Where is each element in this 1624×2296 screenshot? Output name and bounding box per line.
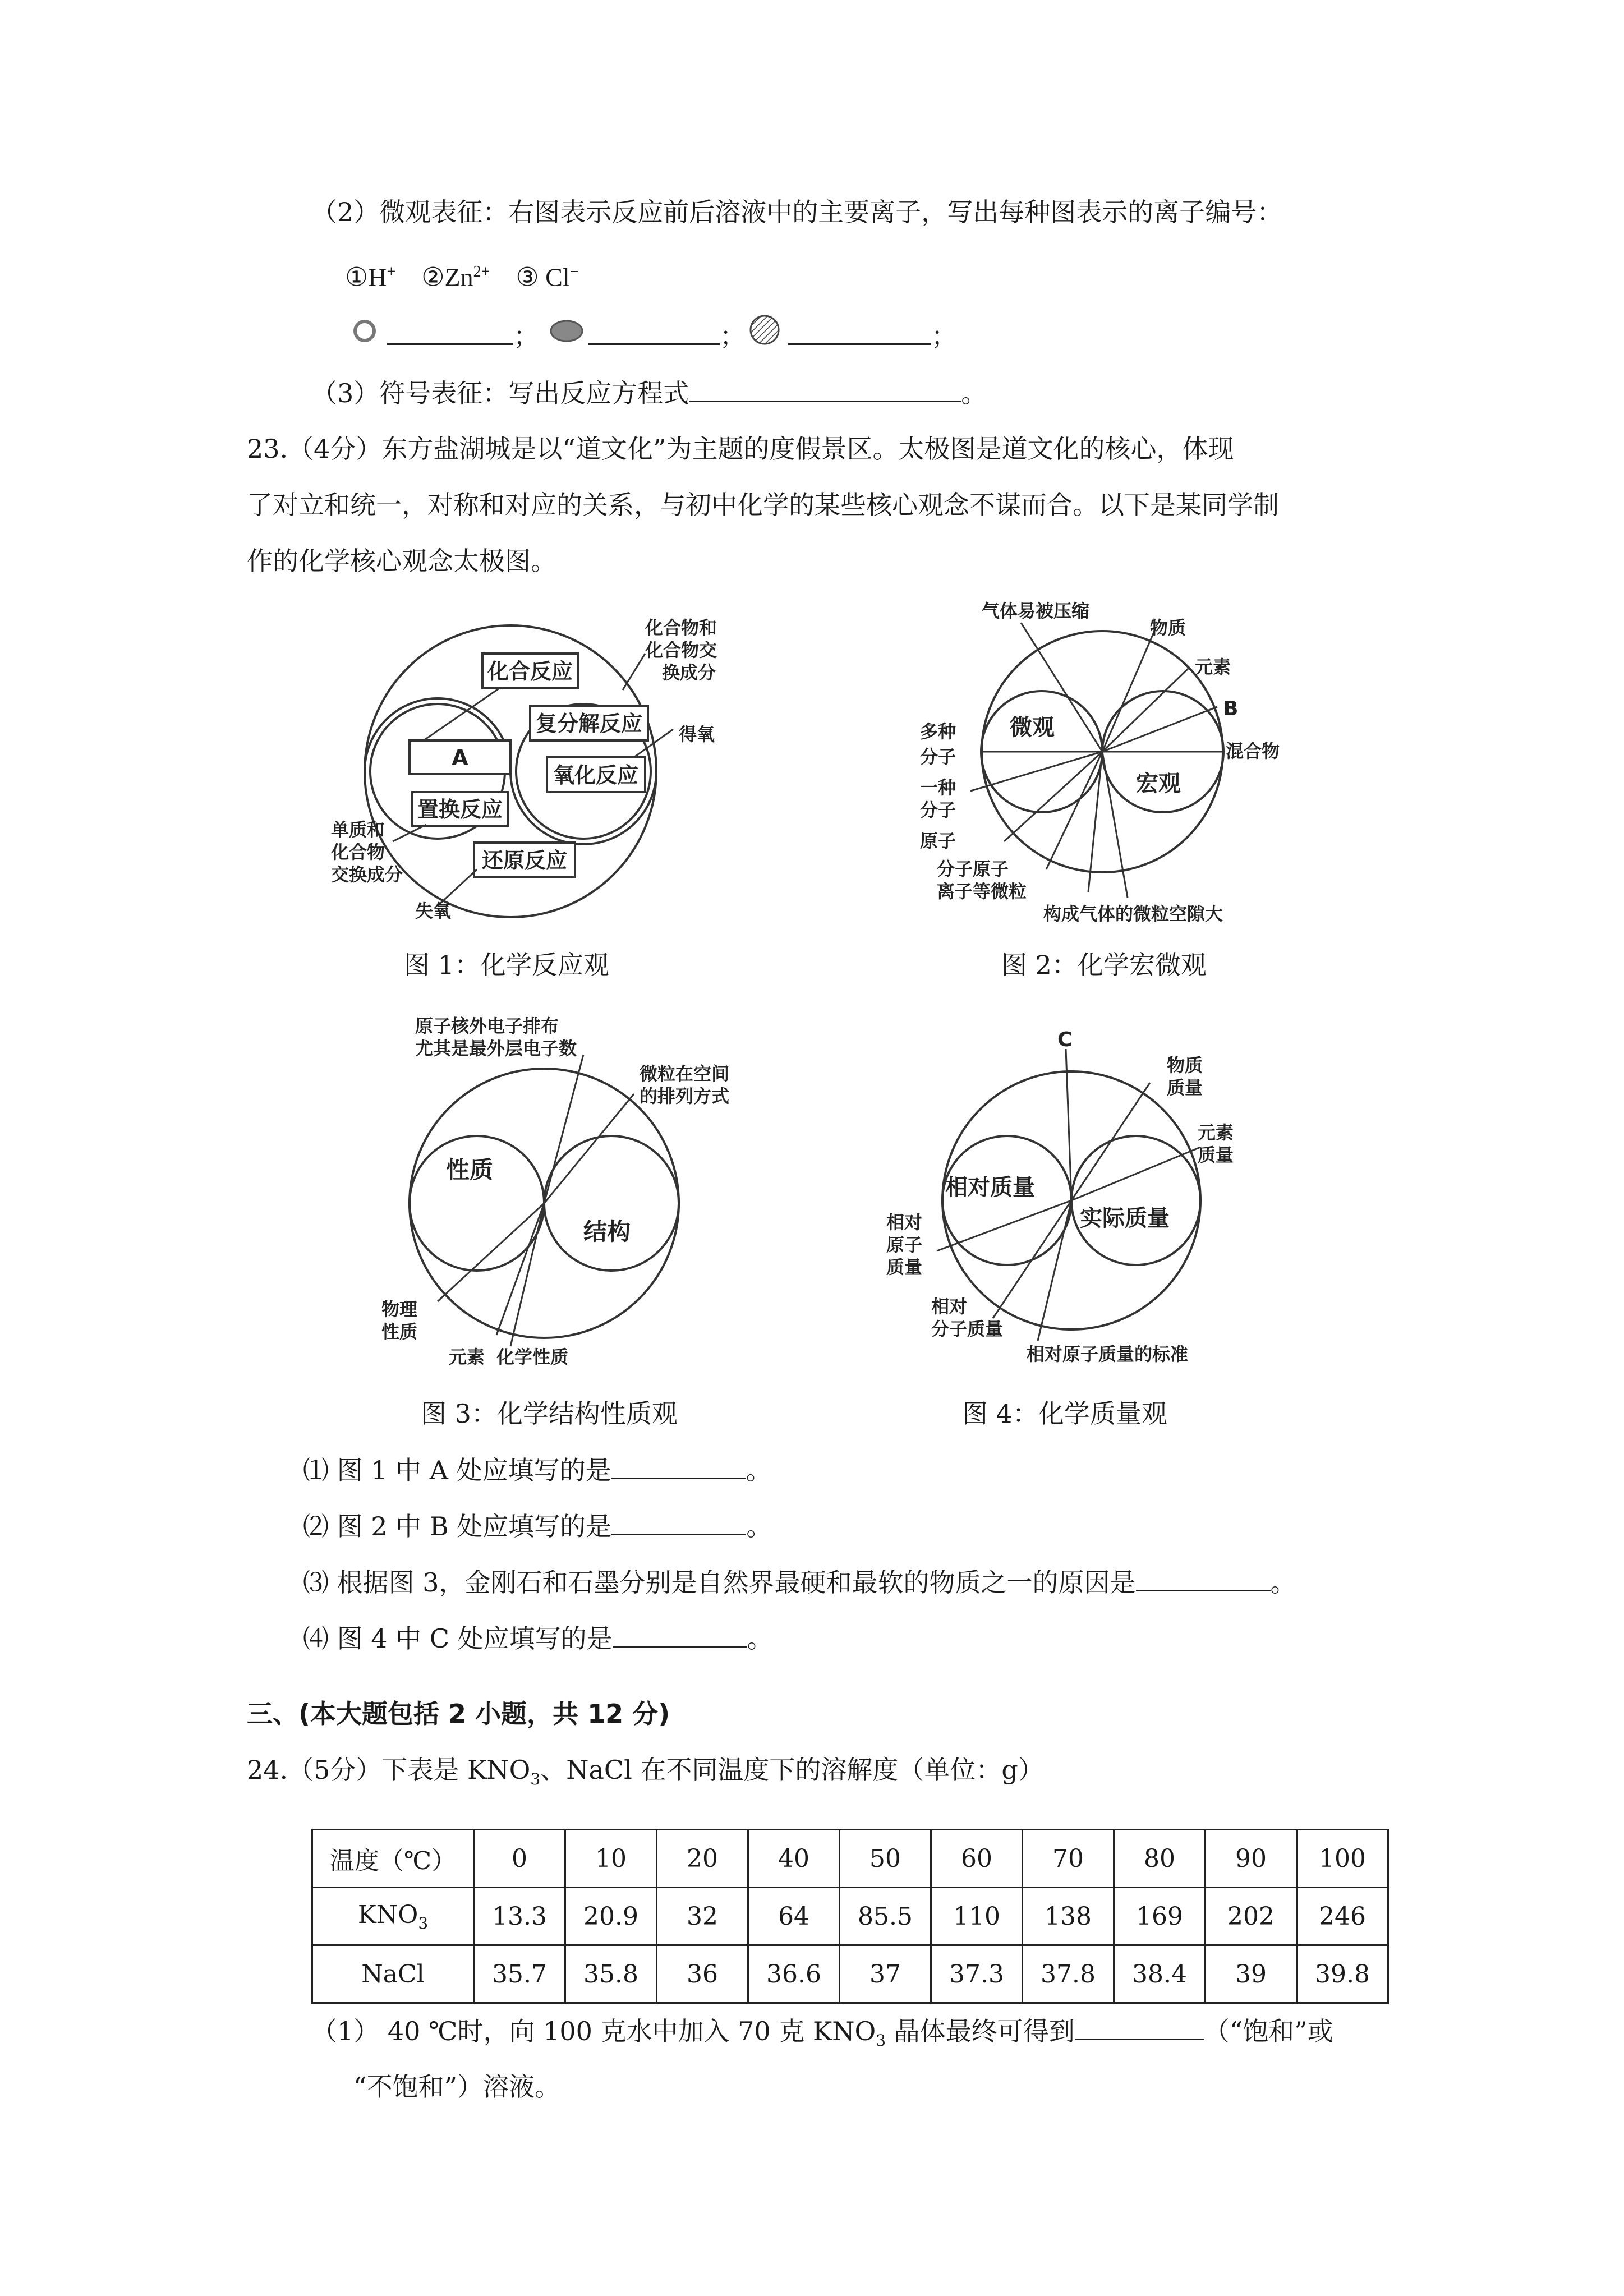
answer-blank-reason[interactable] [1136,1565,1271,1591]
q24-sub1: （1） 40 ℃时，向 100 克水中加入 70 克 $KNO_3$ 晶体最终可得到 （“饱和”或 [311,2014,1333,2058]
table-label-kno3: $KNO_3$ [312,1888,474,1945]
svg-text:物质: 物质 [1150,617,1186,638]
svg-text:原子: 原子 [886,1234,923,1255]
hatched-ion-icon [746,311,783,348]
section-3-heading: 三、(本大题包括 2 小题，共 12 分) [247,1699,670,1729]
svg-text:元素: 元素 [1198,1122,1234,1143]
fig2-label-B: B [1223,697,1239,720]
svg-text:交换成分: 交换成分 [331,864,403,885]
svg-text:元素: 元素 [1195,656,1231,678]
figure-1-reaction-diagram [331,600,735,937]
figure-2-macro-micro-diagram [920,595,1301,931]
svg-text:实际质量: 实际质量 [1080,1205,1170,1231]
svg-text:性质: 性质 [446,1156,494,1184]
svg-text:质量: 质量 [886,1257,923,1278]
svg-text:尤其是最外层电子数: 尤其是最外层电子数 [415,1038,577,1059]
answer-blank-equation[interactable] [689,376,961,402]
answer-blank-A[interactable] [611,1453,746,1479]
svg-text:物理: 物理 [381,1299,418,1320]
fig4-label-C: C [1057,1028,1073,1051]
svg-text:元素: 元素 [449,1346,485,1368]
gray-ion-icon [547,317,586,345]
q23-sub2: ⑵ 图 2 中 B 处应填写的是 。 [303,1509,772,1543]
figure-3-caption: 图 3：化学结构性质观 [421,1398,678,1429]
svg-text:分子质量: 分子质量 [931,1318,1004,1340]
q23-line1: 23.（4分）东方盐湖城是以“道文化”为主题的度假景区。太极图是道文化的核心，体现 [247,434,1234,464]
fig1-label-reduction: 还原反应 [481,848,568,873]
q23-sub4: ⑷ 图 4 中 C 处应填写的是 。 [303,1621,773,1655]
ion-blank-row-2: ； [588,319,746,353]
fig1-label-double-displacement: 复分解反应 [535,711,643,736]
solubility-table [311,1829,1389,2004]
ion-blank-row: ； [387,319,539,353]
svg-text:分子: 分子 [920,799,956,821]
svg-text:性质: 性质 [381,1321,418,1342]
q23-line2: 了对立和统一，对称和对应的关系，与初中化学的某些核心观念不谋而合。以下是某同学制 [247,490,1279,520]
q24-intro: 24.（5分）下表是 $KNO_3$、NaCl 在不同温度下的溶解度（单位：g） [247,1755,1044,1789]
svg-text:质量: 质量 [1198,1144,1234,1166]
ion-option-cl: ③ Cl [516,263,570,292]
svg-text:原子: 原子 [920,830,956,852]
table-row-temperature: 温度（℃） 0 10 20 40 50 60 70 80 90 100 [312,1830,1388,1888]
answer-blank-saturation[interactable] [1075,2014,1204,2040]
svg-text:相对原子质量的标准: 相对原子质量的标准 [1027,1343,1189,1365]
svg-text:原子核外电子排布: 原子核外电子排布 [415,1015,559,1037]
figure-4-caption: 图 4：化学质量观 [962,1398,1167,1429]
table-row-nacl: NaCl 35.7 35.8 36 36.6 37 37.3 37.8 38.4 39 39.8 [312,1945,1388,2003]
ion-option-zn: ②Zn [421,263,473,292]
figure-3-structure-property-diagram [376,1010,757,1374]
svg-text:质量: 质量 [1167,1077,1203,1098]
figure-2-caption: 图 2：化学宏微观 [1001,950,1207,980]
svg-text:单质和: 单质和 [331,819,385,840]
svg-text:混合物: 混合物 [1226,740,1280,762]
svg-text:相对: 相对 [931,1296,968,1317]
svg-text:构成气体的微粒空隙大: 构成气体的微粒空隙大 [1043,903,1223,924]
svg-text:一种: 一种 [920,777,956,798]
svg-text:换成分: 换成分 [662,662,716,683]
ion-options: ①H+ $②Zn^{2+}$ ③ Cl− [345,263,579,292]
svg-text:相对质量: 相对质量 [945,1175,1035,1200]
answer-blank-gray-ion[interactable] [588,319,720,345]
table-row-kno3: $KNO_3$ 13.3 20.9 32 64 85.5 110 138 169 202 246 [312,1888,1388,1945]
q23-line3: 作的化学核心观念太极图。 [247,546,556,576]
q24-sub1-line2: “不饱和”）溶液。 [353,2072,561,2102]
answer-blank-C[interactable] [613,1621,747,1648]
svg-text:相对: 相对 [886,1212,923,1233]
svg-text:化学性质: 化学性质 [496,1346,569,1368]
svg-text:化合物交: 化合物交 [645,639,717,661]
figure-1-caption: 图 1：化学反应观 [404,950,609,980]
answer-blank-hatched-ion[interactable] [788,319,931,345]
svg-text:分子原子: 分子原子 [937,858,1009,880]
fig1-label-combination: 化合反应 [487,659,573,684]
q22-part2-text: （2）微观表征：右图表示反应前后溶液中的主要离子，写出每种图表示的离子编号： [311,197,1283,227]
svg-text:气体易被压缩: 气体易被压缩 [982,600,1090,622]
ion-blank-row-3: ； [788,319,957,353]
svg-text:结构: 结构 [583,1218,631,1245]
svg-text:分子: 分子 [920,746,956,767]
svg-text:的排列方式: 的排列方式 [640,1085,730,1107]
svg-text:微粒在空间: 微粒在空间 [640,1063,730,1084]
white-ion-icon [348,314,381,348]
q22-part3: （3）符号表征：写出反应方程式 。 [311,376,987,410]
svg-text:失氧: 失氧 [415,900,452,922]
svg-text:离子等微粒: 离子等微粒 [937,881,1027,902]
q23-sub1: ⑴ 图 1 中 A 处应填写的是 。 [303,1453,772,1487]
svg-text:化合物: 化合物 [331,841,385,863]
svg-text:得氧: 得氧 [679,724,715,745]
table-label-nacl: NaCl [312,1945,474,2003]
svg-text:多种: 多种 [920,721,956,742]
q23-sub3: ⑶ 根据图 3，金刚石和石墨分别是自然界最硬和最软的物质之一的原因是 。 [303,1565,1296,1599]
fig1-label-displacement: 置换反应 [417,797,503,822]
svg-text:微观: 微观 [1010,715,1055,740]
fig1-label-A: A [452,746,468,770]
ion-option-h: ①H [345,263,387,292]
answer-blank-white-ion[interactable] [387,319,513,345]
answer-blank-B[interactable] [611,1509,746,1535]
svg-text:物质: 物质 [1167,1055,1203,1076]
figure-4-mass-diagram [886,1027,1279,1374]
table-header-temperature: 温度（℃） [312,1830,474,1888]
fig1-label-oxidation: 氧化反应 [553,763,639,788]
svg-text:化合物和: 化合物和 [645,617,717,638]
svg-text:宏观: 宏观 [1136,771,1181,797]
